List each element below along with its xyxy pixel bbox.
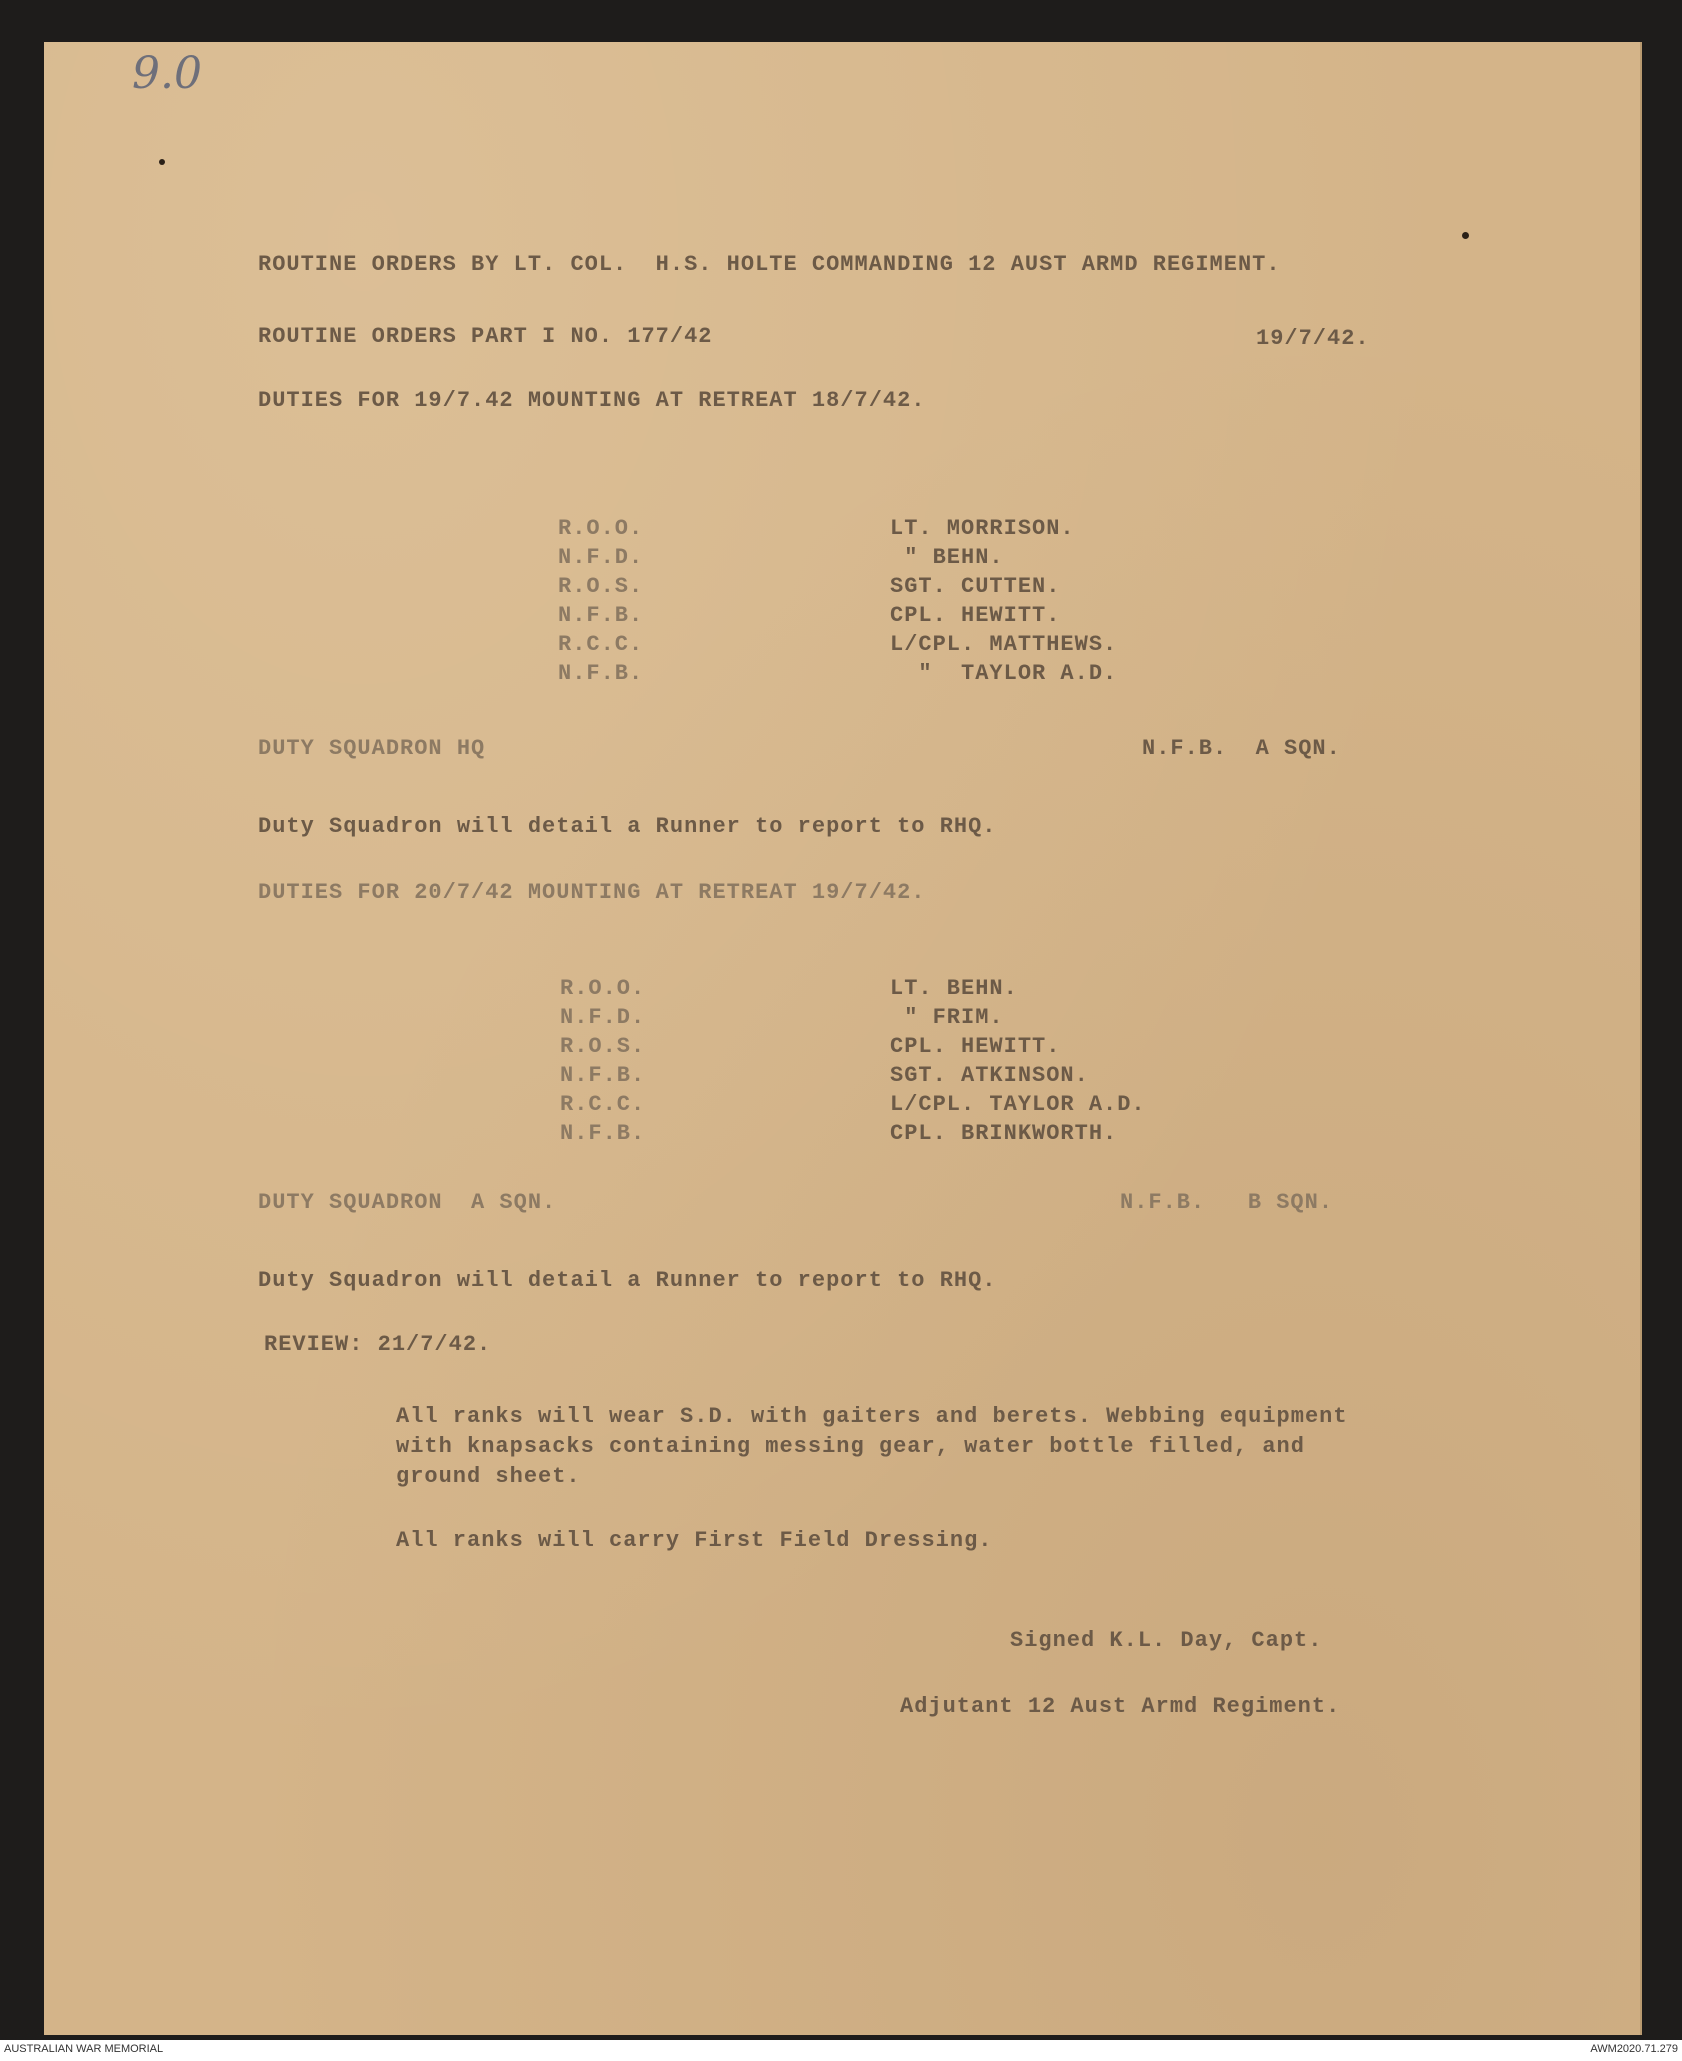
review-title: REVIEW: 21/7/42. [264, 1332, 492, 1357]
duty-squadron-right: N.F.B. A SQN. [1142, 736, 1341, 761]
duty-name: " FRIM. [890, 1005, 1004, 1030]
duty-name: " BEHN. [890, 545, 1004, 570]
signature-title: Adjutant 12 Aust Armd Regiment. [900, 1694, 1341, 1719]
duty-code: N.F.B. [560, 1063, 646, 1088]
signature-line: Signed K.L. Day, Capt. [1010, 1628, 1323, 1653]
order-date: 19/7/42. [1256, 326, 1370, 351]
header-line-1: ROUTINE ORDERS BY LT. COL. H.S. HOLTE COMMANDING 12 AUST ARMD REGIMENT. [258, 252, 1281, 277]
section1-note: Duty Squadron will detail a Runner to report to RHQ. [258, 814, 997, 839]
duty-code: R.O.S. [560, 1034, 646, 1059]
duty-code: N.F.B. [560, 1121, 646, 1146]
duty-code: N.F.B. [558, 661, 644, 686]
duty-squadron-label: DUTY SQUADRON HQ [258, 736, 486, 761]
duty-squadron-right: N.F.B. B SQN. [1120, 1190, 1334, 1215]
duty-name: LT. BEHN. [890, 976, 1018, 1001]
review-para1-line: with knapsacks containing messing gear, water bottle filled, and [396, 1434, 1305, 1459]
duty-code: R.C.C. [560, 1092, 646, 1117]
duty-name: L/CPL. TAYLOR A.D. [890, 1092, 1146, 1117]
review-para2: All ranks will carry First Field Dressing. [396, 1528, 993, 1553]
section2-note: Duty Squadron will detail a Runner to report to RHQ. [258, 1268, 997, 1293]
duty-code: N.F.B. [558, 603, 644, 628]
review-para1-line: All ranks will wear S.D. with gaiters and berets. Webbing equipment [396, 1404, 1348, 1429]
section1-title: DUTIES FOR 19/7.42 MOUNTING AT RETREAT 18/7/42. [258, 388, 926, 413]
handwritten-annotation: 9.0 [132, 48, 202, 99]
duty-name: SGT. ATKINSON. [890, 1063, 1089, 1088]
section2-title: DUTIES FOR 20/7/42 MOUNTING AT RETREAT 19/7/42. [258, 880, 926, 905]
duty-name: " TAYLOR A.D. [890, 661, 1118, 686]
duty-squadron-label: DUTY SQUADRON A SQN. [258, 1190, 557, 1215]
duty-code: N.F.D. [560, 1005, 646, 1030]
duty-name: CPL. BRINKWORTH. [890, 1121, 1118, 1146]
header-line-2: ROUTINE ORDERS PART I NO. 177/42 [258, 324, 713, 349]
review-para1-line: ground sheet. [396, 1464, 581, 1489]
ink-speck [159, 159, 165, 165]
duty-code: R.O.O. [558, 516, 644, 541]
duty-code: R.C.C. [558, 632, 644, 657]
duty-code: R.O.O. [560, 976, 646, 1001]
duty-name: SGT. CUTTEN. [890, 574, 1061, 599]
footer-credit: AUSTRALIAN WAR MEMORIAL [4, 2043, 164, 2055]
duty-name: CPL. HEWITT. [890, 603, 1061, 628]
document-page [44, 42, 1642, 2035]
duty-name: LT. MORRISON. [890, 516, 1075, 541]
duty-name: L/CPL. MATTHEWS. [890, 632, 1118, 657]
duty-code: N.F.D. [558, 545, 644, 570]
footer-reference: AWM2020.71.279 [1590, 2043, 1678, 2055]
duty-name: CPL. HEWITT. [890, 1034, 1061, 1059]
duty-code: R.O.S. [558, 574, 644, 599]
ink-speck [1462, 232, 1469, 239]
